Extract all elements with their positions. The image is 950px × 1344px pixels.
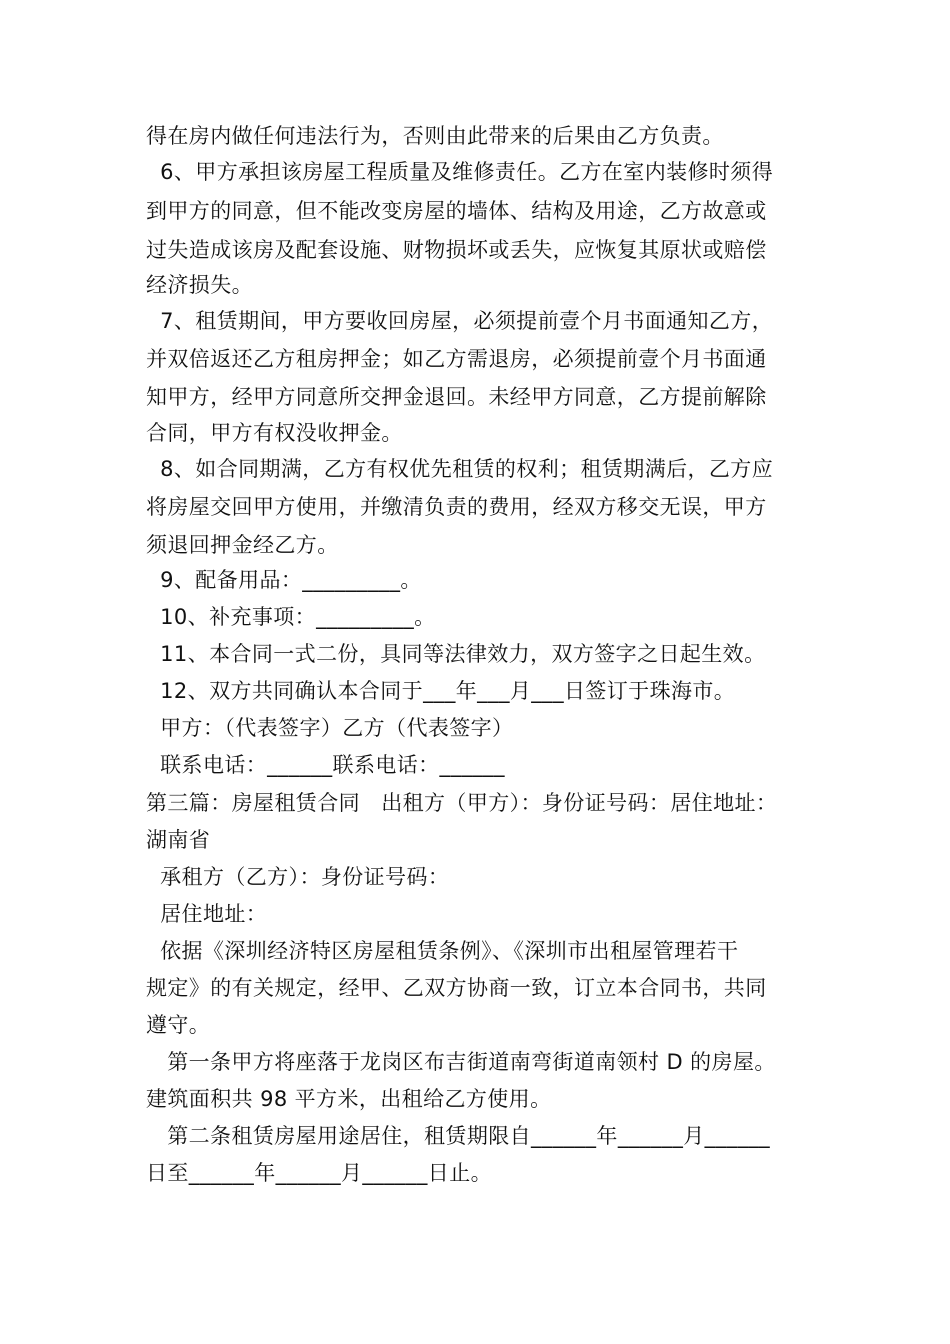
text-line: 知甲方，经甲方同意所交押金退回。未经甲方同意，乙方提前解除 xyxy=(146,385,767,409)
text-line: 日至______年______月______日止。 xyxy=(146,1161,492,1185)
text-line: 并双倍返还乙方租房押金；如乙方需退房，必须提前壹个月书面通 xyxy=(146,347,767,371)
text-line: 建筑面积共 98 平方米，出租给乙方使用。 xyxy=(146,1087,552,1111)
text-line: 合同，甲方有权没收押金。 xyxy=(146,421,403,445)
text-line: 承租方（乙方）：身份证号码： xyxy=(146,865,450,889)
text-line: 12、双方共同确认本合同于___年___月___日签订于珠海市。 xyxy=(146,679,736,703)
text-line: 6、甲方承担该房屋工程质量及维修责任。乙方在室内装修时须得 xyxy=(146,160,774,184)
text-line: 得在房内做任何违法行为，否则由此带来的后果由乙方负责。 xyxy=(146,124,724,148)
text-line: 11、本合同一式二份，具同等法律效力，双方签字之日起生效。 xyxy=(146,642,766,666)
text-line: 第二条租赁房屋用途居住，租赁期限自______年______月______ xyxy=(146,1124,771,1148)
text-line: 7、租赁期间，甲方要收回房屋，必须提前壹个月书面通知乙方， xyxy=(146,309,774,333)
text-line: 联系电话：______联系电话：______ xyxy=(146,753,505,777)
text-line: 依据《深圳经济特区房屋租赁条例》、《深圳市出租屋管理若干 xyxy=(146,939,739,963)
text-line: 9、配备用品：_________。 xyxy=(146,568,422,592)
text-line: 10、补充事项：_________。 xyxy=(146,605,436,629)
text-line: 到甲方的同意，但不能改变房屋的墙体、结构及用途，乙方故意或 xyxy=(146,199,767,223)
text-line: 居住地址： xyxy=(146,902,268,926)
text-line: 将房屋交回甲方使用，并缴清负责的费用，经双方移交无误，甲方 xyxy=(146,495,767,519)
text-line: 经济损失。 xyxy=(146,273,253,297)
text-line: 第一条甲方将座落于龙岗区布吉街道南弯街道南领村 D 的房屋。 xyxy=(146,1050,776,1074)
text-line: 湖南省 xyxy=(146,828,211,852)
section-heading: 第三篇：房屋租赁合同 出租方（甲方）：身份证号码：居住地址： xyxy=(146,791,778,815)
text-line: 规定》的有关规定，经甲、乙双方协商一致，订立本合同书，共同 xyxy=(146,976,767,1000)
text-line: 过失造成该房及配套设施、财物损坏或丢失，应恢复其原状或赔偿 xyxy=(146,238,767,262)
text-line: 甲方：（代表签字）乙方（代表签字） xyxy=(146,716,514,740)
text-line: 8、如合同期满，乙方有权优先租赁的权利；租赁期满后，乙方应 xyxy=(146,457,774,481)
text-line: 须退回押金经乙方。 xyxy=(146,533,339,557)
text-line: 遵守。 xyxy=(146,1013,211,1037)
